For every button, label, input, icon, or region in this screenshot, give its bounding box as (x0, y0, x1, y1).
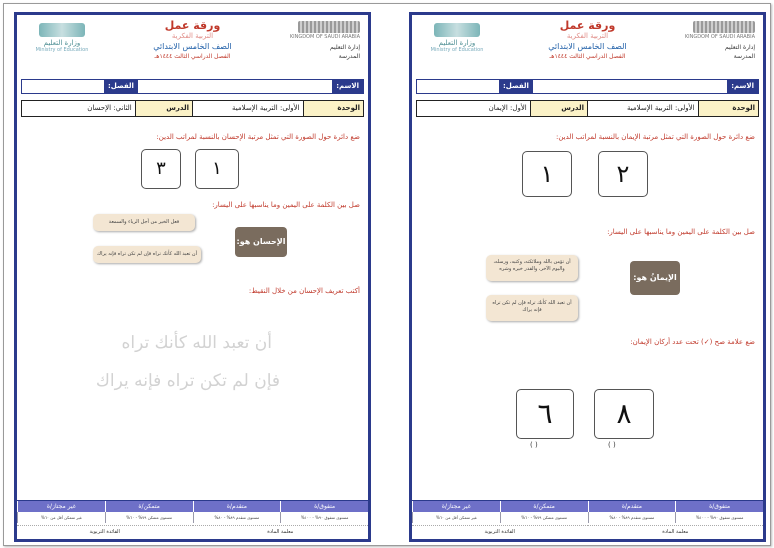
grade-value-2: مستوى متقدم ٨٩% - ٨٠% (588, 512, 676, 523)
subject-line: التربية الفكرية (171, 32, 214, 40)
option-box-1[interactable]: ١ (522, 151, 572, 197)
kingdom-sub: KINGDOM OF SAUDI ARABIA (289, 34, 360, 40)
kingdom-block (677, 21, 755, 60)
class-label: الفصل: (499, 80, 533, 93)
grade-header-1: متفوق/ة (280, 501, 368, 512)
kingdom-seal-icon (298, 21, 360, 33)
school-label: المدرسة (733, 53, 755, 60)
worksheet-title: ورقة عمل (559, 19, 616, 32)
kingdom-sub: KINGDOM OF SAUDI ARABIA (684, 34, 755, 40)
lesson-value: الأول: الإيمان (488, 104, 527, 112)
lesson-label: الدرس (135, 101, 192, 116)
sheet-header (17, 15, 368, 75)
screenshot-frame (3, 3, 771, 546)
grade-value-2: مستوى متقدم ٨٩% - ٨٠% (193, 512, 281, 523)
header-center (502, 19, 673, 60)
match-term[interactable]: الإيمانُ هو: (630, 261, 680, 295)
question-2: صل بين الكلمة على اليمين وما يناسبها على اليسار: (212, 201, 360, 209)
worksheet-right (409, 12, 766, 542)
answer-paren-6[interactable]: ( ) (530, 441, 538, 449)
ministry-sub: Ministry of Education (35, 47, 89, 53)
term-line: الفصل الدراسي الثالث ١٤٤٤هـ (549, 53, 626, 60)
ministry-logo (422, 23, 492, 53)
principal-signature: القائدة التربوية (17, 525, 193, 537)
count-box-8[interactable]: ٨ (594, 389, 654, 439)
grade-header-4: غير مجتاز/ة (412, 501, 500, 512)
grade-value-1: مستوى متفوق ٩٠% - ١٠٠% (675, 512, 763, 523)
teacher-signature: معلمة المادة (193, 525, 369, 537)
question-1: ضع دائرة حول الصورة التي تمثل مرتبة الإحسان بالنسبة لمراتب الدين: (156, 133, 360, 141)
lesson-label: الدرس (530, 101, 587, 116)
name-bar (21, 79, 364, 94)
grade-value-4: غير متمكن أقل من ٦٠% (17, 512, 105, 523)
grade-header-3: متمكن/ة (500, 501, 588, 512)
count-box-6[interactable]: ٦ (516, 389, 574, 439)
question-2: صل بين الكلمة على اليمين وما يناسبها على اليسار: (607, 228, 755, 236)
trace-line-2: فإن لم تكن تراه فإنه يراك (95, 371, 280, 391)
ministry-name: وزارة التعليم (43, 39, 81, 47)
unit-value: الأولى: التربية الإسلامية (192, 101, 303, 116)
sheet-header (412, 15, 763, 75)
teacher-signature: معلمة المادة (588, 525, 764, 537)
name-label: الاسم: (727, 80, 758, 93)
ministry-logo-icon (434, 23, 480, 37)
match-card-1[interactable]: فعل الخير من أجل الرياء والسمعة (93, 214, 195, 231)
admin-label: إدارة التعليم (330, 44, 360, 51)
ministry-logo-icon (39, 23, 85, 37)
grade-header-2: متقدم/ة (588, 501, 676, 512)
unit-label: الوحدة (303, 101, 363, 116)
answer-paren-8[interactable]: ( ) (608, 441, 616, 449)
grade-header-2: متقدم/ة (193, 501, 281, 512)
unit-bar (21, 100, 364, 117)
admin-label: إدارة التعليم (725, 44, 755, 51)
subject-line: التربية الفكرية (566, 32, 609, 40)
option-box-3[interactable]: ٣ (141, 149, 181, 189)
match-card-2[interactable]: أن تعبد الله كأنك تراه فإن لم تكن تراه فإنه يراك (93, 246, 201, 263)
name-bar (416, 79, 759, 94)
option-box-1[interactable]: ١ (195, 149, 239, 189)
grading-footer (17, 500, 368, 539)
grading-footer (412, 500, 763, 539)
trace-line-1: أن تعبد الله كأنك تراه (121, 333, 272, 353)
grade-value-1: مستوى متفوق ٩٠% - ١٠٠% (280, 512, 368, 523)
ministry-logo (27, 23, 97, 53)
match-card-2[interactable]: أن تعبد الله كأنك تراه فإن لم تكن تراه فإنه يراك (486, 295, 578, 321)
grade-value-3: مستوى متمكن ٧٩% - ٦٠% (105, 512, 193, 523)
lesson-value: الثاني: الإحسان (87, 104, 132, 112)
unit-value: الأولى: التربية الإسلامية (587, 101, 698, 116)
question-1: ضع دائرة حول الصورة التي تمثل مرتبة الإيمان بالنسبة لمراتب الدين: (556, 133, 755, 141)
grade-line: الصف الخامس الابتدائي (153, 42, 232, 51)
principal-signature: القائدة التربوية (412, 525, 588, 537)
option-box-2[interactable]: ٢ (598, 151, 648, 197)
grade-value-3: مستوى متمكن ٧٩% - ٦٠% (500, 512, 588, 523)
question-3: أكتب تعريف الإحسان من خلال النقيط: (248, 287, 360, 295)
ministry-sub: Ministry of Education (430, 47, 484, 53)
header-center (107, 19, 278, 60)
term-line: الفصل الدراسي الثالث ١٤٤٤هـ (154, 53, 231, 60)
class-label: الفصل: (104, 80, 138, 93)
school-label: المدرسة (338, 53, 360, 60)
match-term[interactable]: الإحسان هو: (235, 227, 287, 257)
name-label: الاسم: (332, 80, 363, 93)
match-card-1[interactable]: أن تؤمن بالله وملائكته، وكتبه، ورسله، واليوم الآخر، والقدر خيره وشره (486, 255, 578, 281)
kingdom-block (282, 21, 360, 60)
question-3: ضع علامة صح (✓) تحت عدد أركان الإيمان: (630, 338, 755, 346)
unit-label: الوحدة (698, 101, 758, 116)
worksheet-left (14, 12, 371, 542)
grade-header-3: متمكن/ة (105, 501, 193, 512)
worksheet-title: ورقة عمل (164, 19, 221, 32)
ministry-name: وزارة التعليم (438, 39, 476, 47)
grade-header-4: غير مجتاز/ة (17, 501, 105, 512)
unit-bar (416, 100, 759, 117)
grade-value-4: غير متمكن أقل من ٦٠% (412, 512, 500, 523)
kingdom-seal-icon (693, 21, 755, 33)
grade-header-1: متفوق/ة (675, 501, 763, 512)
grade-line: الصف الخامس الابتدائي (548, 42, 627, 51)
